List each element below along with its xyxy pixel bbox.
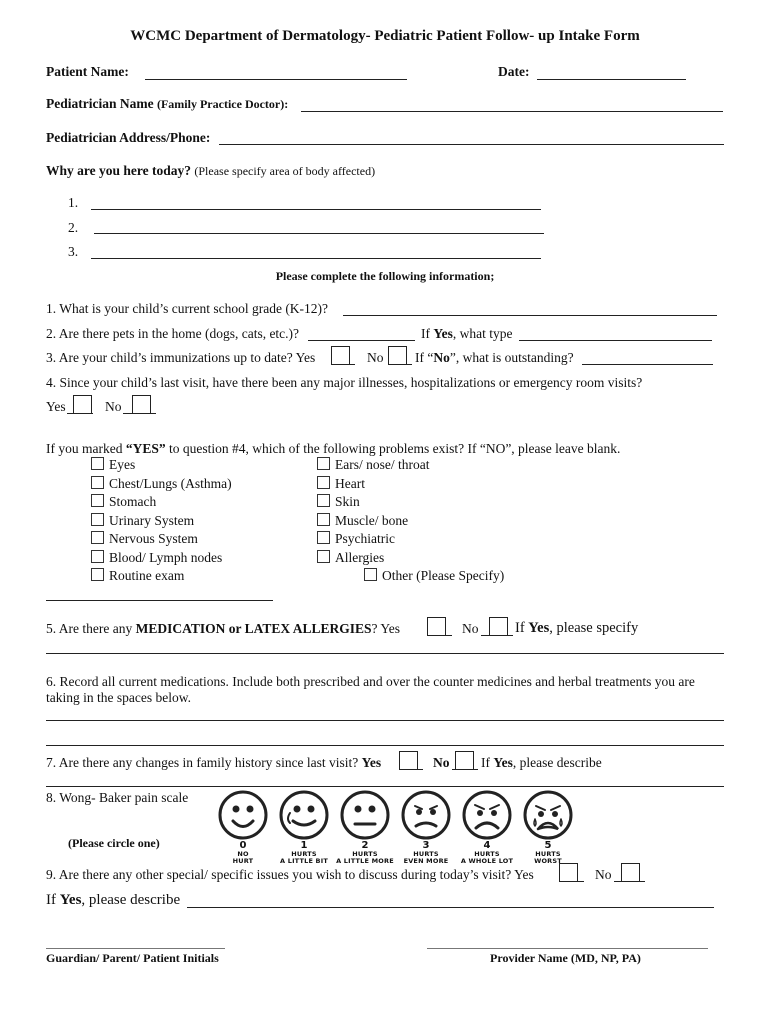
problem-heart[interactable] [317,476,365,492]
q5-row [46,621,400,637]
problem-label: Psychiatric [335,531,395,546]
face-label-line1: HURTS [352,850,378,858]
q4-yes-checkbox[interactable] [73,395,92,414]
q7-no-label: No [433,755,450,770]
face-label-line2: A WHOLE LOT [460,857,514,865]
why-here-note: (Please specify area of body affected) [194,164,376,178]
q2-text: 2. Are there pets in the home (dogs, cats, etc.)? [46,326,300,341]
followup-after: to question #4, which of the following problems exist? If “NO”, please leave blank. [165,441,621,456]
q9-no-checkbox[interactable] [621,863,640,882]
face-number: 4 [483,840,491,851]
problem-other[interactable] [364,568,504,584]
q4-yes-underline [67,413,93,414]
q3-yes-underline [350,364,355,365]
q9-describe-row [46,892,180,909]
q5-no-label: No [462,621,479,636]
problem-skin[interactable] [317,494,360,510]
face-0-icon [220,792,266,838]
problem-chest[interactable] [91,476,232,492]
q9-no-label: No [595,867,612,882]
patient-name-label: Patient Name: [46,64,129,79]
q9-yes-underline [578,881,584,882]
problem-nervous[interactable] [91,531,198,547]
problem-label: Stomach [109,494,157,509]
checkbox[interactable] [91,531,104,544]
followup-yes: “YES” [125,441,166,456]
q7-row [46,755,381,771]
face-label-line1: HURTS [291,850,317,858]
patient-name-field[interactable] [145,79,407,80]
checkbox[interactable] [364,568,377,581]
pediatrician-name-row [46,96,288,112]
face-label-line2: EVEN MORE [403,857,449,865]
face-label-line1: HURTS [474,850,500,858]
q3-outstanding-label: ”, what is outstanding? [449,350,574,365]
pediatrician-name-field[interactable] [301,111,723,112]
face-3-icon [403,792,449,838]
q9-if-label: If [46,892,60,908]
reason-number-2: 2. [68,220,79,235]
problem-label: Heart [335,476,365,491]
problem-routine[interactable] [91,568,184,584]
face-label-line2: WORST [534,857,562,865]
q2-if-label: If [421,326,430,341]
face-number: 3 [422,840,430,851]
initials-field[interactable] [46,948,225,949]
q6-field-1[interactable] [46,720,724,721]
face-label-line2: A LITTLE MORE [336,857,394,865]
checkbox[interactable] [91,513,104,526]
q3-no-label: No [367,350,384,365]
problem-stomach[interactable] [91,494,156,510]
q5-no-checkbox[interactable] [489,617,508,636]
q7-yes-underline [418,769,423,770]
face-number: 1 [300,840,308,851]
face-1-icon [281,792,327,838]
checkbox[interactable] [317,494,330,507]
q7-yes-bold: Yes [493,755,513,770]
checkbox[interactable] [91,494,104,507]
q7-yes-checkbox[interactable] [399,751,418,770]
q3-no-checkbox[interactable] [388,346,407,365]
q2-if [421,326,513,342]
followup-text [46,441,620,457]
problem-label: Eyes [109,457,136,472]
followup-before: If you marked [46,441,126,456]
q7-yes-label: Yes [361,755,382,770]
q9-yes-checkbox[interactable] [559,863,578,882]
q7-no-underline [452,769,478,770]
q3-if-label: If “ [415,350,434,365]
reason-number-1: 1. [68,195,79,210]
face-label-1[interactable] [273,841,335,865]
q5-no-underline [481,635,513,636]
q5-if-row [515,620,638,637]
face-5-icon [525,792,571,838]
q2-type-field[interactable] [519,340,712,341]
q5-yes-checkbox[interactable] [427,617,446,636]
q1-text: 1. What is your child’s current school grade (K-12)? [46,301,329,316]
q5-bold: MEDICATION or LATEX ALLERGIES [135,621,372,636]
problem-label: Muscle/ bone [335,513,409,528]
problem-label: Routine exam [109,568,185,583]
problem-label: Skin [335,494,360,509]
why-here-label: Why are you here today? [46,163,191,178]
face-label-2[interactable] [334,841,396,865]
q5-specify-field[interactable] [46,653,724,654]
q5-yes-underline [446,635,452,636]
q9-no-underline [614,881,645,882]
face-label-line1: HURTS [535,850,561,858]
face-number: 0 [239,840,247,851]
q3-outstanding-field[interactable] [582,364,713,365]
q5-text: 5. Are there any [46,621,136,636]
q1-field[interactable] [343,315,717,316]
q3-no-bold: No [433,350,450,365]
provider-name-field[interactable] [427,948,708,949]
face-label-0[interactable] [212,841,274,865]
q4-no-checkbox[interactable] [132,395,151,414]
form-title: WCMC Department of Dermatology- Pediatric Patient Follow- up Intake Form [130,28,640,44]
q3-if-row [415,350,574,366]
q7-if-row [481,755,602,771]
pediatrician-name-note: (Family Practice Doctor): [156,97,289,111]
provider-name-label: Provider Name (MD, NP, PA) [490,951,641,965]
pediatrician-address-label: Pediatrician Address/Phone: [46,130,211,145]
pediatrician-address-field[interactable] [219,144,724,145]
q2-yes-label: Yes [433,326,453,341]
problem-label: Allergies [335,550,385,565]
q4-yes-label: Yes [46,399,66,414]
face-4-icon [464,792,510,838]
date-field[interactable] [537,79,686,80]
q5-if-label: If [515,620,529,636]
problem-label: Ears/ nose/ throat [335,457,430,472]
q8-text: 8. Wong- Baker pain scale [46,790,189,805]
checkbox[interactable] [317,476,330,489]
q7-rest: , please describe [512,755,602,770]
face-label-line1: HURTS [413,850,439,858]
checkbox[interactable] [317,550,330,563]
problem-label: Nervous System [109,531,198,546]
problem-psychiatric[interactable] [317,531,395,547]
q2-pets-field[interactable] [308,340,415,341]
q4-text: 4. Since your child’s last visit, have there been any major illnesses, hospitalizations or emergency room visits? [46,375,643,390]
date-label: Date: [498,64,530,79]
section-header: Please complete the following information; [275,269,495,283]
q3-no-underline [407,364,412,365]
face-number: 5 [544,840,552,851]
problem-allergies[interactable] [317,550,384,566]
checkbox[interactable] [317,531,330,544]
checkbox[interactable] [91,476,104,489]
q6-field-2[interactable] [46,745,724,746]
q9-describe-label: , please describe [81,892,181,908]
pediatrician-name-label: Pediatrician Name [46,96,154,111]
q5-rest: , please specify [549,620,639,636]
why-here-row [46,163,375,179]
q9-text: 9. Are there any other special/ specific issues you wish to discuss during today’s visit? Yes [46,867,534,882]
q7-text: 7. Are there any changes in family history since last visit? [46,755,362,770]
reason-field-2[interactable] [94,233,544,234]
face-label-line1: NO [237,850,249,858]
problem-label: Other (Please Specify) [382,568,505,583]
q4-no-label: No [105,399,122,414]
problem-ent[interactable] [317,457,429,473]
q6-line1: 6. Record all current medications. Include both prescribed and over the counter medicines and herbal treatments you are [46,674,695,689]
q3-text: 3. Are your child’s immunizations up to date? Yes [46,350,316,365]
pain-faces-graphic [208,789,578,841]
initials-label: Guardian/ Parent/ Patient Initials [46,951,219,965]
q7-no-checkbox[interactable] [455,751,474,770]
face-label-5[interactable] [517,841,579,865]
problem-label: Blood/ Lymph nodes [109,550,223,565]
reason-field-1[interactable] [91,209,541,210]
q5-yes-bold: Yes [528,620,550,636]
checkbox[interactable] [91,550,104,563]
checkbox[interactable] [317,457,330,470]
q2-what-type-label: , what type [452,326,513,341]
q9-yes-bold: Yes [59,892,82,908]
face-number: 2 [361,840,369,851]
q5-yes-label: ? Yes [371,621,401,636]
face-label-line2: A LITTLE BIT [280,857,328,865]
checkbox[interactable] [91,457,104,470]
problem-label: Urinary System [109,513,195,528]
q7-describe-field[interactable] [46,786,724,787]
q4-no-underline [123,413,156,414]
face-label-4[interactable] [456,841,518,865]
checkbox[interactable] [91,568,104,581]
reason-field-3[interactable] [91,258,541,259]
face-label-line2: HURT [232,857,254,865]
q7-if-label: If [481,755,494,770]
checkbox[interactable] [317,513,330,526]
problem-urinary[interactable] [91,513,194,529]
other-specify-field[interactable] [46,600,273,601]
q3-yes-checkbox[interactable] [331,346,350,365]
problem-eyes[interactable] [91,457,135,473]
problem-muscle[interactable] [317,513,408,529]
q6-line2: taking in the spaces below. [46,690,191,705]
face-2-icon [342,792,388,838]
q8-circle-note: (Please circle one) [68,836,160,850]
face-label-3[interactable] [395,841,457,865]
q9-describe-field[interactable] [187,907,714,908]
reason-number-3: 3. [68,244,79,259]
problem-blood[interactable] [91,550,222,566]
problem-label: Chest/Lungs (Asthma) [109,476,232,491]
